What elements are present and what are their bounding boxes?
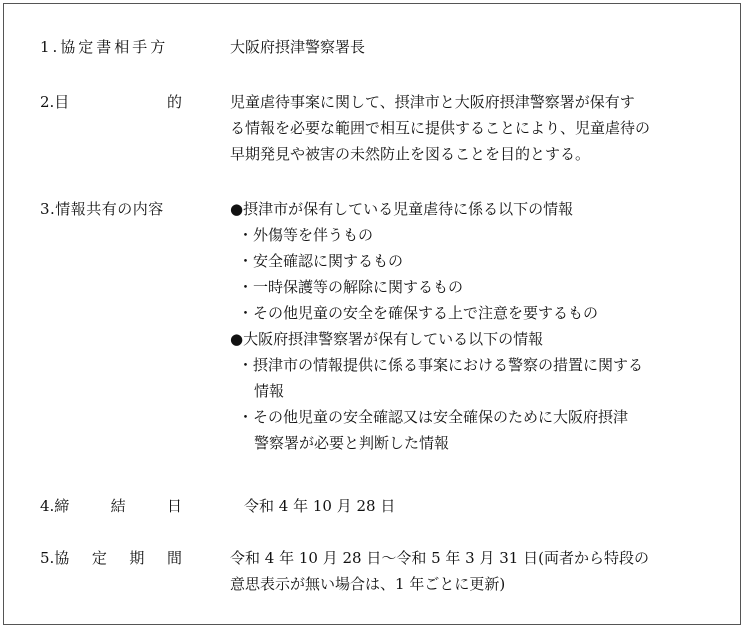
purpose-line: 早期発見や被害の未然防止を図ることを目的とする。: [230, 145, 591, 163]
period-line: 令和 4 年 10 月 28 日〜令和 5 年 3 月 31 日(両者から特段の: [230, 549, 649, 567]
city-info-item: ・安全確認に関するもの: [238, 252, 404, 270]
purpose-label-end: 的: [166, 93, 182, 111]
purpose-line: 児童虐待事案に関して、摂津市と大阪府摂津警察署が保有す: [230, 93, 635, 111]
period-label: [40, 545, 182, 571]
content-value: [230, 196, 715, 456]
police-info-item-cont: 警察署が必要と判断した情報: [254, 434, 450, 452]
conclusion-label-num: 4.締: [40, 497, 70, 515]
conclusion-label-mid: 結: [110, 497, 126, 515]
city-info-item: ・外傷等を伴うもの: [238, 226, 374, 244]
conclusion-label: [40, 493, 182, 519]
purpose-value: [230, 89, 715, 167]
police-info-item: ・その他児童の安全確認又は安全確保のために大阪府摂津: [238, 408, 629, 426]
counterpart-value: [230, 34, 715, 60]
content-label: 3.情報共有の内容: [40, 200, 164, 218]
police-info-item-cont: 情報: [254, 382, 285, 400]
conclusion-label-end: 日: [166, 497, 182, 515]
city-info-item: ・一時保護等の解除に関するもの: [238, 278, 464, 296]
conclusion-value: [244, 493, 729, 519]
purpose-label-num: 2.目: [40, 93, 70, 111]
city-info-heading: ●摂津市が保有している児童虐待に係る以下の情報: [230, 200, 574, 218]
period-label-num: 5.協: [40, 549, 70, 567]
counterpart-text: 大阪府摂津警察署長: [230, 38, 366, 56]
police-info-item: ・摂津市の情報提供に係る事案における警察の措置に関する: [238, 356, 644, 374]
period-label-2: 定: [91, 549, 107, 567]
period-value: [230, 545, 715, 597]
conclusion-date: 令和 4 年 10 月 28 日: [244, 497, 396, 515]
counterpart-label: 1.協定書相手方: [40, 38, 169, 56]
period-label-4: 間: [166, 549, 182, 567]
police-info-heading: ●大阪府摂津警察署が保有している以下の情報: [230, 330, 544, 348]
purpose-label: [40, 89, 182, 115]
purpose-line: る情報を必要な範囲で相互に提供することにより、児童虐待の: [230, 119, 651, 137]
period-line: 意思表示が無い場合は、1 年ごとに更新): [230, 575, 506, 593]
city-info-item: ・その他児童の安全を確保する上で注意を要するもの: [238, 304, 599, 322]
period-label-3: 期: [129, 549, 145, 567]
